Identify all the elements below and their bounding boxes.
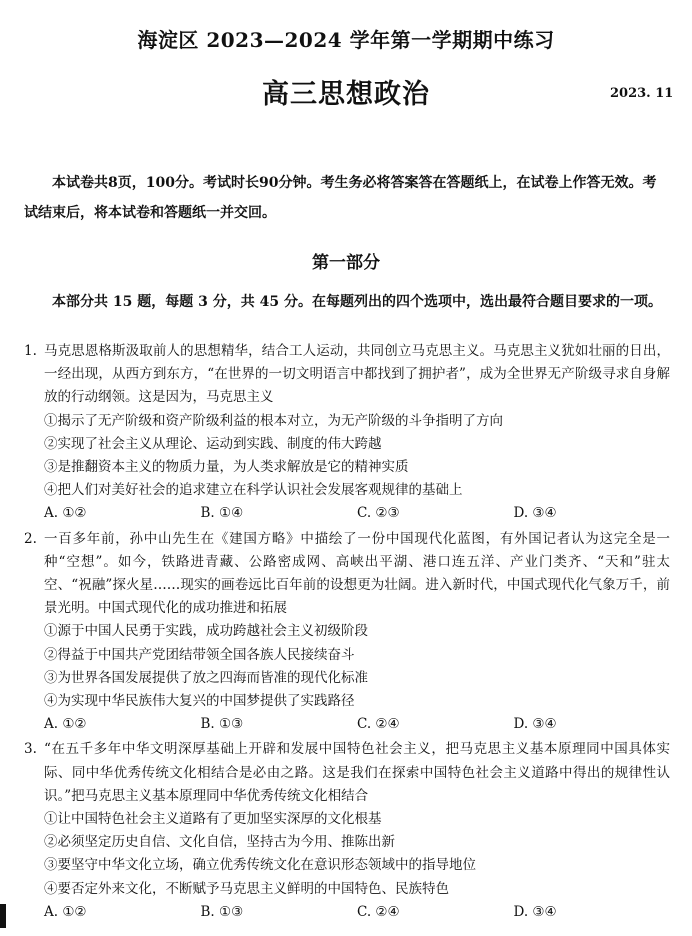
question-2 [24,528,670,737]
choice-b: B. ①③ [200,903,244,920]
choice-d: D. ③④ [513,903,557,920]
part-one-title: 第一部分 [312,253,380,273]
choice-c: C. ②④ [357,716,400,733]
statement-3: ③为世界各国发展提供了放之四海而皆准的现代化标准 [44,669,368,686]
question-text: “在五千多年中华文明深厚基础上开辟和发展中国特色社会主义，把马克思主义基本原理同中国具体实际、同中华优秀传统文化相结合是必由之路。这是我们在探索中国特色社会主义道路中得出的规律性认识。”把马克思主义基本原理同中华优秀传统文化相结合 [44,741,670,804]
statement-2: ②必须坚定历史自信、文化自信，坚持古为今用、推陈出新 [44,834,395,851]
choice-d: D. ③④ [513,505,557,522]
question-stem [24,738,670,808]
answer-choices [24,901,670,924]
question-number: 3. [24,741,37,758]
question-number: 2. [24,530,37,547]
exam-notice: 本试卷共8页，100分。考试时长90分钟。考生务必将答案答在答题纸上，在试卷上作答无效。考试结束后，将本试卷和答题纸一并交回。 [24,175,657,221]
statement-3: ③是推翻资本主义的物质力量，为人类求解放是它的精神实质 [44,459,409,476]
choice-c: C. ②③ [357,505,400,522]
subject-title: 高三思想政治 [262,79,430,110]
choice-a: A. ①② [44,505,87,522]
choice-d: D. ③④ [513,716,557,733]
statement-2: ②实现了社会主义从理论、运动到实践、制度的伟大跨越 [44,435,382,452]
statement-1: ①揭示了无产阶级和资产阶级利益的根本对立，为无产阶级的斗争指明了方向 [44,412,503,429]
choice-a: A. ①② [44,716,87,733]
statement-3: ③要坚守中华文化立场，确立优秀传统文化在意识形态领域中的指导地位 [44,857,476,874]
question-text: 一百多年前，孙中山先生在《建国方略》中描绘了一份中国现代化蓝图，有外国记者认为这完全是一种“空想”。如今，铁路进青藏、公路密成网、高峡出平湖、港口连五洋、产业门类齐、“天和”驻太空、“祝融”探火星……现实的画卷远比百年前的设想更为壮阔。进入新时代，中国式现代化气象万千，前景光明。中国式现代化的成功推进和拓展 [44,530,670,617]
answer-choices [24,713,670,736]
statement-2: ②得益于中国共产党团结带领全国各族人民接续奋斗 [44,646,355,663]
statement-1: ①源于中国人民勇于实践，成功跨越社会主义初级阶段 [44,623,368,640]
choice-c: C. ②④ [357,903,400,920]
part-one-intro: 本部分共 15 题，每题 3 分，共 45 分。在每题列出的四个选项中，选出最符合题目要求的一项。 [52,294,662,310]
choice-a: A. ①② [44,903,87,920]
question-stem [24,528,670,621]
choice-b: B. ①④ [200,505,244,522]
question-list [24,340,670,926]
statement-1: ①让中国特色社会主义道路有了更加坚实深厚的文化根基 [44,811,382,828]
statement-4: ④为实现中华民族伟大复兴的中国梦提供了实践路径 [44,693,355,710]
choice-b: B. ①③ [200,716,244,733]
exam-title: 海淀区 2023—2024 学年第一学期期中练习 [137,28,555,52]
exam-date: 2023. 11 [610,86,674,101]
statement-4: ④把人们对美好社会的追求建立在科学认识社会发展客观规律的基础上 [44,482,463,499]
statement-4: ④要否定外来文化，不断赋予马克思主义鲜明的中国特色、民族特色 [44,880,449,897]
scan-margin-mark [0,904,6,928]
question-text: 马克思恩格斯汲取前人的思想精华，结合工人运动，共同创立马克思主义。马克思主义犹如壮丽的日出，一经出现，从西方到东方，“在世界的一切文明语言中都找到了拥护者”，成为全世界无产阶级寻求自身解放的行动纲领。这是因为，马克思主义 [44,343,670,406]
question-number: 1. [24,343,37,359]
question-1 [24,340,670,526]
answer-choices [24,502,670,525]
question-stem [24,340,670,410]
question-3 [24,738,670,924]
